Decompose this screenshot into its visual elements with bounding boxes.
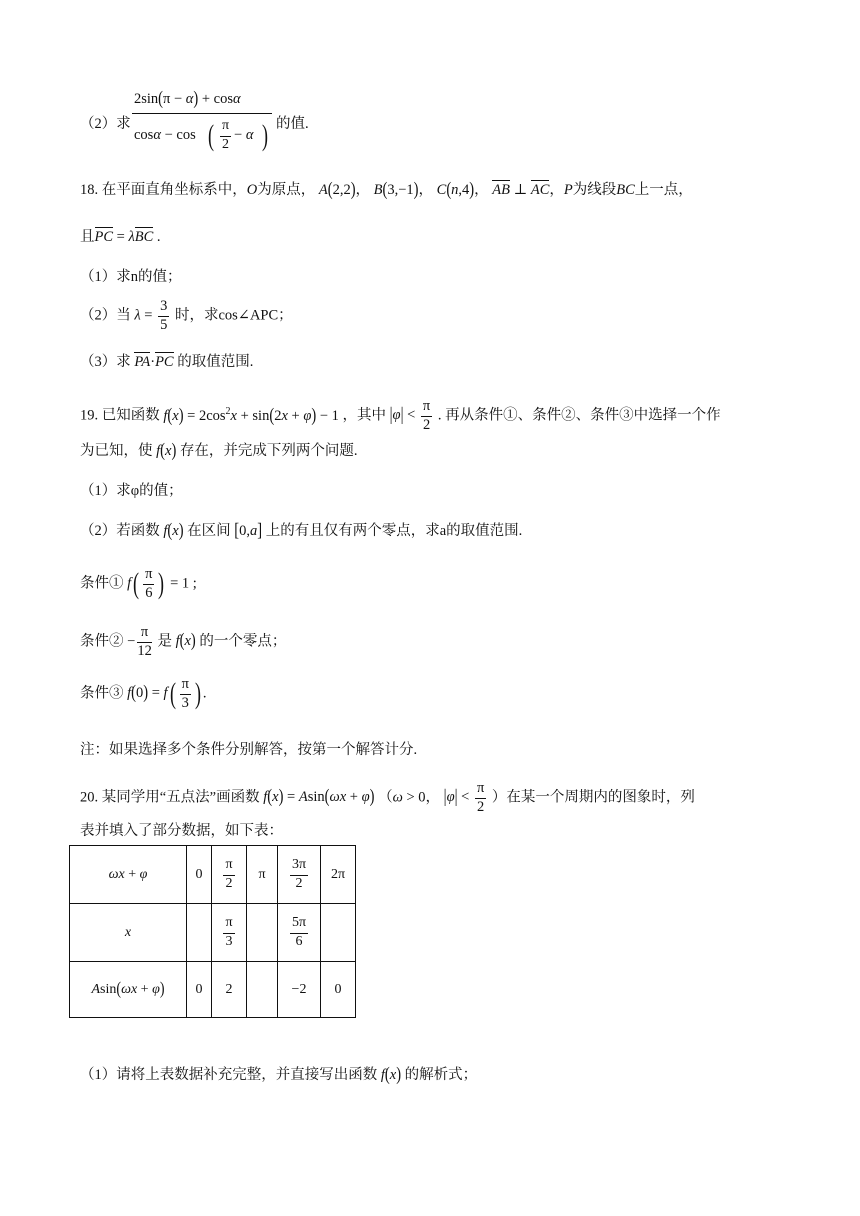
q18-part3-suffix: 的取值范围. — [177, 354, 254, 370]
table-cell: π — [247, 846, 278, 904]
table-row — [70, 904, 356, 962]
table-cell — [247, 962, 278, 1018]
q19-intro2-a: 为已知，使 — [80, 443, 153, 459]
q20-intro2: 表并填入了部分数据，如下表： — [80, 823, 283, 839]
q18-intro: 18. 在平面直角坐标系中，O为原点， A(2,2)， B(3,−1)， C(n,4)， AB ⊥ AC，P为线段BC上一点， — [80, 179, 693, 201]
q20-intro-a: 某同学用“五点法”画函数 — [101, 789, 260, 806]
q19-cond2-suffix2: 的一个零点； — [199, 633, 287, 650]
q19-part2-c: 上的有且仅有两个零点，求a的取值范围. — [265, 523, 523, 539]
table-cell: 2 — [212, 962, 247, 1018]
q18-part2-prefix: （2）当 — [80, 307, 131, 324]
q19-intro-a: 已知函数 — [101, 407, 160, 424]
q19-intro-c: . 再从条件①、条件②、条件③中选择一个作 — [437, 407, 721, 424]
table-cell: $\frac{\pi}{2}$ — [212, 846, 247, 904]
q19-intro2-b: 存在，并完成下列两个问题. — [179, 443, 358, 459]
q19-number: 19. — [80, 407, 99, 424]
table-cell: −2 — [278, 962, 321, 1018]
q18-lambda-fraction — [158, 298, 169, 333]
q19-intro: 19. 已知函数 $f(x) = 2\cos^2x + \sin(2x + \varphi) - 1$ ，其中 |φ| < $\frac{\pi}{2}$ . 再从条件①、条件②、条件③中选择一个作 — [80, 398, 721, 433]
q19-cond2-label: 条件② — [80, 633, 124, 650]
q19-cond1: 条件① f( $\frac{\pi}{6}$ ) = 1 ; — [80, 566, 197, 601]
q18-number: 18. — [80, 182, 99, 198]
q17-part2-suffix: 的值. — [276, 116, 309, 132]
q19-intro-b: ，其中 — [342, 407, 386, 424]
q19-part2: （2）若函数 f(x) 在区间 [0,a] 上的有且仅有两个零点，求a的取值范围. — [80, 520, 523, 542]
q18-part2-suffix: 时，求cos∠APC； — [174, 307, 293, 324]
q17-part2-prefix: （2）求 — [80, 116, 131, 132]
table-cell — [247, 904, 278, 962]
table-cell: 0 — [321, 962, 356, 1018]
q20-part1: （1）请将上表数据补充完整，并直接写出函数 f(x) 的解析式； — [80, 1064, 478, 1086]
q20-intro: 20. 某同学用“五点法”画函数 f(x) = Asin(ωx + φ) （ω > 0， |φ| < $\frac{\pi}{2}$ ）在某一个周期内的图象时，列 — [80, 780, 695, 815]
q20-table — [69, 845, 356, 1018]
q19-cond3-label: 条件③ — [80, 685, 124, 702]
q18-intro2: 且PC = λBC . — [80, 229, 161, 245]
table-cell: 0 — [187, 962, 212, 1018]
table-row — [70, 846, 356, 904]
q18-part2: （2）当 λ = $\frac{3}{5}$ 时，求cos∠APC； — [80, 298, 293, 333]
q18-part3: （3）求 PA·PC 的取值范围. — [80, 354, 254, 370]
table-cell: 0 — [187, 846, 212, 904]
q19-part2-a: （2）若函数 — [80, 523, 160, 539]
row2-label: x — [124, 924, 132, 940]
q19-cond3: 条件③ f(0) = f( $\frac{\pi}{3}$ ) . — [80, 676, 207, 711]
q20-part1-a: （1）请将上表数据补充完整，并直接写出函数 — [80, 1067, 378, 1083]
q18-part1: （1）求n的值； — [80, 269, 182, 285]
table-row — [70, 962, 356, 1018]
q19-part1: （1）求φ的值； — [80, 483, 183, 499]
q20-intro-c: ， — [425, 789, 441, 806]
q18-lambda-num: 3 — [158, 298, 169, 317]
q20-intro-b: （ — [378, 789, 393, 806]
q19-note: 注：如果选择多个条件分别解答，按第一个解答计分. — [80, 742, 418, 758]
table-cell: $\frac{5\pi}{6}$ — [278, 904, 321, 962]
q19-cond2-suffix: 是 — [157, 633, 172, 650]
table-cell: 2π — [321, 846, 356, 904]
q19-intro2: 为已知，使 f(x) 存在，并完成下列两个问题. — [80, 440, 358, 462]
q20-part1-b: 的解析式； — [404, 1067, 478, 1083]
table-cell: ωx + φ — [70, 846, 187, 904]
table-cell: Asin(ωx + φ) — [70, 962, 187, 1018]
q19-cond2: 条件② − $\frac{\pi}{12}$ 是 f(x) 的一个零点； — [80, 624, 287, 659]
q18-part3-prefix: （3）求 — [80, 354, 131, 370]
q19-cond1-label: 条件① — [80, 575, 124, 592]
q18-lambda-den: 5 — [160, 316, 168, 333]
q20-intro-d: ）在某一个周期内的图象时，列 — [491, 789, 695, 806]
table-cell: $\frac{\pi}{3}$ — [212, 904, 247, 962]
table-cell — [321, 904, 356, 962]
q17-numerator: 2sin(π − α) + cosα — [134, 88, 241, 110]
table-cell — [187, 904, 212, 962]
table-cell — [70, 904, 187, 962]
q19-cond1-value: = 1 ; — [170, 575, 197, 592]
q20-number: 20. — [80, 789, 99, 806]
q19-part2-b: 在区间 — [187, 523, 231, 539]
table-cell: $\frac{3\pi}{2}$ — [278, 846, 321, 904]
q17-fraction-bar — [132, 113, 272, 114]
